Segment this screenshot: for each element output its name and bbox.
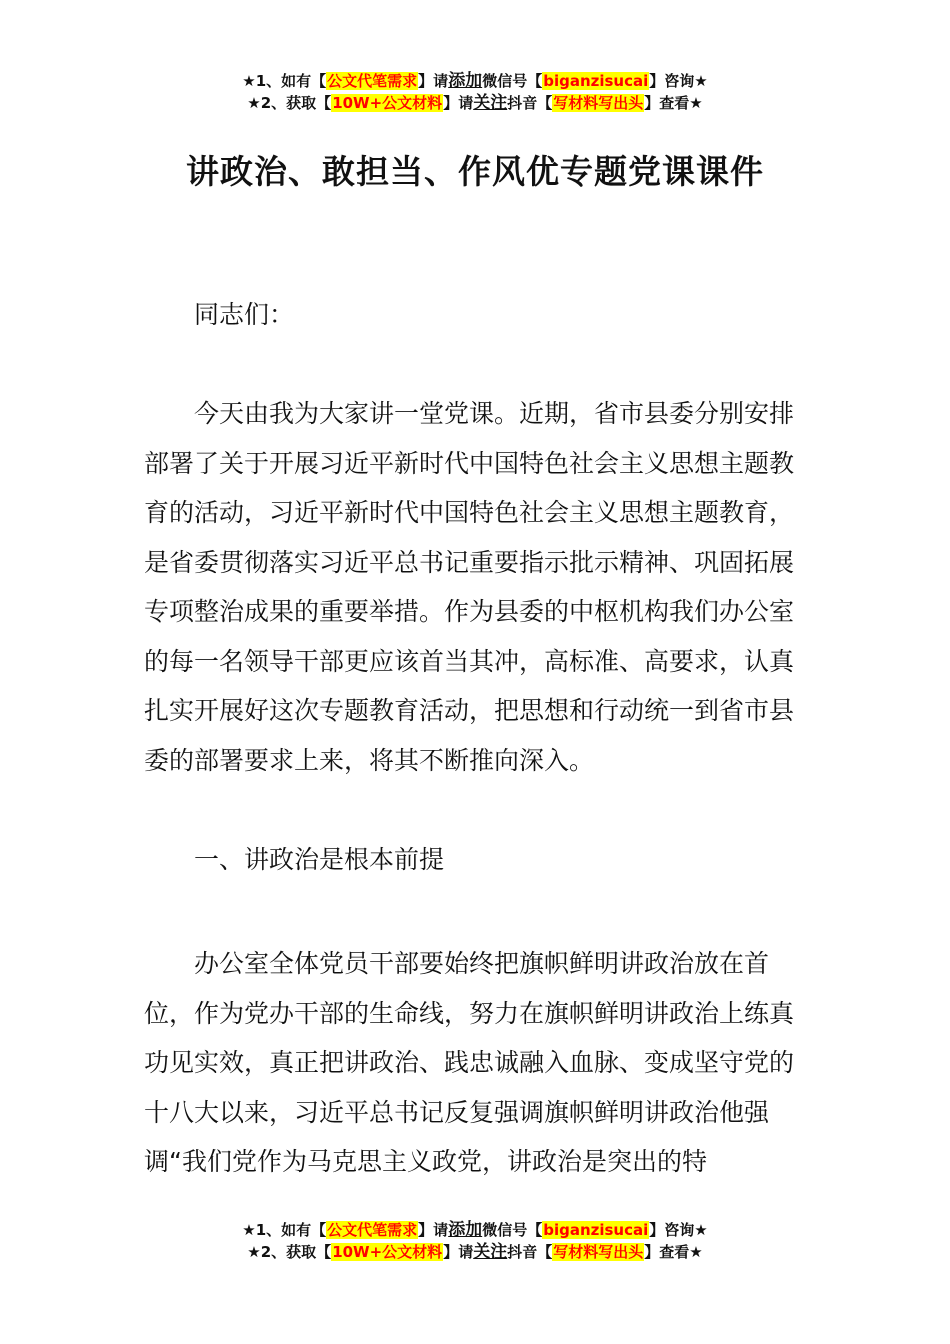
banner-highlight: biganzisucai [543,1221,649,1239]
banner-text: ★2、获取【 [247,94,332,112]
banner-text: 抖音【 [507,1243,553,1261]
banner-line-2 [0,1241,950,1263]
banner-text: 抖音【 [507,94,553,112]
section-heading [144,835,806,885]
banner-text: 】请 [418,1221,449,1239]
section-heading-text: 一、讲政治是根本前提 [194,845,445,874]
banner-line-1 [0,1219,950,1241]
paragraph-text: 办公室全体党员干部要始终把旗帜鲜明讲政治放在首位，作为党办干部的生命线，努力在旗帜鲜明讲政治上练真功见实效，真正把讲政治、践忠诚融入血脉、变成坚守党的十八大以来，习近平总书记反复强调旗帜鲜明讲政治他强调“我们党作为马克思主义政党，讲政治是突出的特 [144,949,795,1176]
banner-text: 】查看★ [644,94,703,112]
salutation [144,290,806,340]
banner-underlined: 关注 [473,93,508,113]
banner-highlight: 10W+公文材料 [332,1243,443,1261]
banner-underlined: 添加 [448,71,483,91]
banner-text: ★1、如有【 [242,1221,327,1239]
paragraph-text: 今天由我为大家讲一堂党课。近期，省市县委分别安排部署了关于开展习近平新时代中国特色社会主义思想主题教育的活动，习近平新时代中国特色社会主义思想主题教育，是省委贯彻落实习近平总书记重要指示批示精神、巩固拓展专项整治成果的重要举措。作为县委的中枢机构我们办公室的每一名领导干部更应该首当其冲，高标准、高要求，认真扎实开展好这次专题教育活动，把思想和行动统一到省市县委的部署要求上来，将其不断推向深入。 [144,399,795,775]
banner-text: 】请 [443,1243,474,1261]
banner-highlight: 公文代笔需求 [327,72,418,90]
banner-text: 】请 [443,94,474,112]
banner-highlight: 写材料写出头 [553,94,644,112]
banner-underlined: 关注 [473,1242,508,1262]
salutation-text: 同志们： [194,300,295,329]
banner-text: 微信号【 [482,1221,543,1239]
banner-line-1 [0,70,950,92]
banner-highlight: 10W+公文材料 [332,94,443,112]
paragraph-intro [144,389,806,785]
banner-highlight: biganzisucai [543,72,649,90]
footer-banner [0,1219,950,1263]
banner-highlight: 写材料写出头 [553,1243,644,1261]
banner-text: ★1、如有【 [242,72,327,90]
banner-text: 微信号【 [482,72,543,90]
banner-underlined: 添加 [448,1220,483,1240]
header-banner [0,70,950,114]
document-title: 讲政治、敢担当、作风优专题党课课件 [186,152,764,191]
banner-text: 】请 [418,72,449,90]
banner-text: 】查看★ [644,1243,703,1261]
banner-text: 】咨询★ [649,1221,708,1239]
banner-highlight: 公文代笔需求 [327,1221,418,1239]
banner-text: 】咨询★ [649,72,708,90]
banner-line-2 [0,92,950,114]
banner-text: ★2、获取【 [247,1243,332,1261]
paragraph-politics [144,939,806,1187]
